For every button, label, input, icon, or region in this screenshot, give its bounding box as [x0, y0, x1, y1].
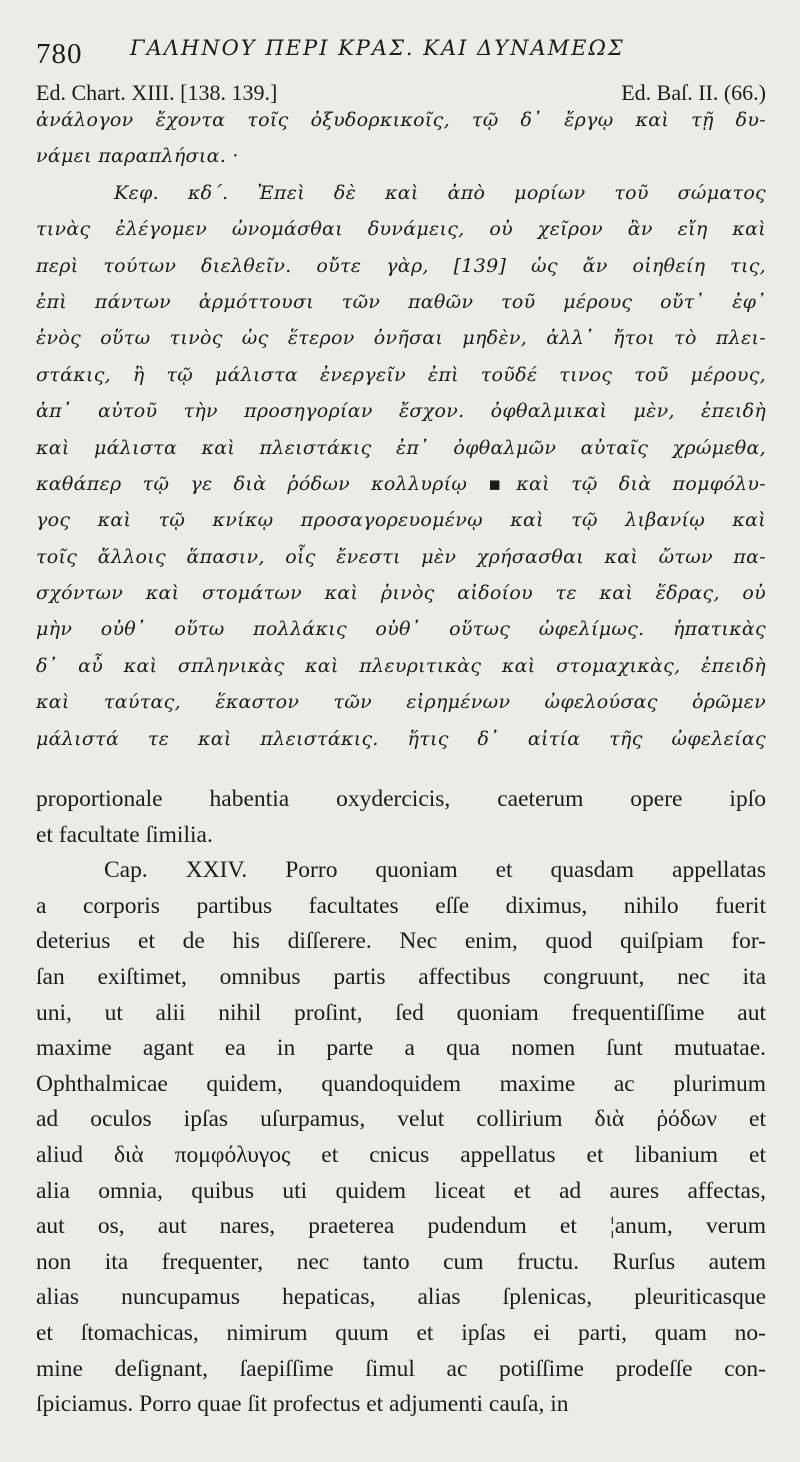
latin-line: ſpiciamus. Porro quae ſit profectus et adjumenti cauſa, in [36, 1391, 569, 1418]
greek-line: στάκις, ἢ τῷ μάλιστα ἐνεργεῖν ἐπὶ τοῦδέ τινος τοῦ μέρους, [36, 363, 766, 386]
latin-line: ad oculos ipſas uſurpamus, velut collirium διὰ ῥόδων et [36, 1106, 766, 1133]
edition-chartier-reference: Ed. Chart. XIII. [138. 139.] [36, 80, 278, 105]
latin-line: Ophthalmicae quidem, quandoquidem maxime ac plurimum [36, 1070, 766, 1097]
latin-line: maxime agant ea in parte a qua nomen ſunt mutuatae. [36, 1035, 766, 1062]
page-number: 780 [36, 38, 83, 70]
latin-line: alias nuncupamus hepaticas, alias ſplenicas, pleuriticasque [36, 1284, 766, 1311]
greek-line: καὶ ταύτας, ἕκαστον τῶν εἰρημένων ὠφελούσας ὁρῶμεν [36, 691, 766, 714]
latin-line: ſan exiſtimet, omnibus partis affectibus congruunt, nec ita [36, 963, 766, 990]
greek-text-block [36, 102, 766, 757]
greek-line: καθάπερ τῷ γε διὰ ῥόδων κολλυρίῳ ▪καὶ τῷ διὰ πομφόλυ- [36, 472, 766, 495]
latin-line: proportionale habentia oxydercicis, caeterum opere ipſo [36, 786, 766, 812]
latin-line: mine deſignant, ſaepiſſime ſimul ac potiſſime prodeſſe con- [36, 1355, 766, 1382]
greek-line: ἀνάλογον ἔχοντα τοῖς ὀξυδορκικοῖς, τῷ δ᾽ ἔργῳ καὶ τῇ δυ- [36, 109, 766, 131]
latin-line: alia omnia, quibus uti quidem liceat et ad aures affectas, [36, 1177, 766, 1204]
greek-line: καὶ μάλιστα καὶ πλειστάκις ἐπ᾽ ὀφθαλμῶν αὐταῖς χρώμεθα, [36, 436, 766, 459]
greek-line: νάμει παραπλήσια. · [36, 145, 239, 168]
edition-basel-reference: Ed. Baſ. II. (66.) [621, 80, 766, 105]
greek-line: σχόντων καὶ στομάτων καὶ ῥινὸς αἰδοίου τε καὶ ἕδρας, οὐ [36, 582, 766, 605]
greek-line: μὴν οὐθ᾽ οὕτω πολλάκις οὐθ᾽ οὕτως ὠφελίμως. ἡπατικὰς [36, 618, 766, 641]
greek-line: Κεφ. κδ΄. Ἐπεὶ δὲ καὶ ἀπὸ μορίων τοῦ σώματος [114, 181, 766, 204]
greek-line: μάλιστά τε καὶ πλειστάκις. ἥτις δ᾽ αἰτία τῆς ὠφελείας [36, 727, 766, 750]
greek-line: ἑνὸς οὕτω τινὸς ὡς ἕτερον ὀνῆσαι μηδὲν, ἀλλ᾽ ἤτοι τὸ πλει- [36, 327, 766, 350]
latin-line: deterius et de his diſſerere. Nec enim, quod quiſpiam for- [36, 928, 766, 955]
latin-line: et facultate ſimilia. [36, 821, 213, 848]
greek-line: τοῖς ἄλλοις ἅπασιν, οἷς ἔνεστι μὲν χρήσασθαι καὶ ὤτων πα- [36, 545, 766, 568]
running-title: ΓΑΛΗΝΟΥ ΠΕΡΙ ΚΡΑΣ. ΚΑΙ ΔΥΝΑΜΕΩΣ [130, 36, 625, 60]
latin-line: aliud διὰ πομφόλυγος et cnicus appellatus et libanium et [36, 1141, 766, 1168]
page-header [36, 30, 766, 70]
greek-line: περὶ τούτων διελθεῖν. οὔτε γὰρ, [139] ὡς ἄν οἰηθείη τις, [36, 254, 766, 277]
greek-line: δ᾽ αὖ καὶ σπληνικὰς καὶ πλευριτικὰς καὶ στομαχικὰς, ἐπειδὴ [36, 654, 766, 677]
latin-line: aut os, aut nares, praeterea pudendum et ¦anum, verum [36, 1213, 766, 1240]
greek-line: ἐπὶ πάντων ἁρμόττουσι τῶν παθῶν τοῦ μέρους οὔτ᾽ ἐφ᾽ [36, 290, 766, 313]
latin-text-block [36, 782, 766, 1423]
greek-line: τινὰς ἐλέγομεν ὠνομάσθαι δυνάμεις, οὐ χεῖρον ἂν εἴη καὶ [36, 218, 766, 241]
latin-line: a corporis partibus facultates eſſe diximus, nihilo fuerit [36, 892, 766, 919]
greek-line: ἀπ᾽ αὐτοῦ τὴν προσηγορίαν ἔσχον. ὀφθαλμικαὶ μὲν, ἐπειδὴ [36, 400, 766, 423]
latin-line: uni, ut alii nihil proſint, ſed quoniam frequentiſſime aut [36, 999, 766, 1026]
greek-line: γος καὶ τῷ κνίκῳ προσαγορευομένῳ καὶ τῷ λιβανίῳ καὶ [36, 509, 766, 532]
latin-line: et ſtomachicas, nimirum quum et ipſas ei parti, quam no- [36, 1319, 766, 1346]
latin-line: Cap. XXIV. Porro quoniam et quasdam appellatas [104, 857, 766, 884]
latin-line: non ita frequenter, nec tanto cum fructu. Rurſus autem [36, 1248, 766, 1275]
